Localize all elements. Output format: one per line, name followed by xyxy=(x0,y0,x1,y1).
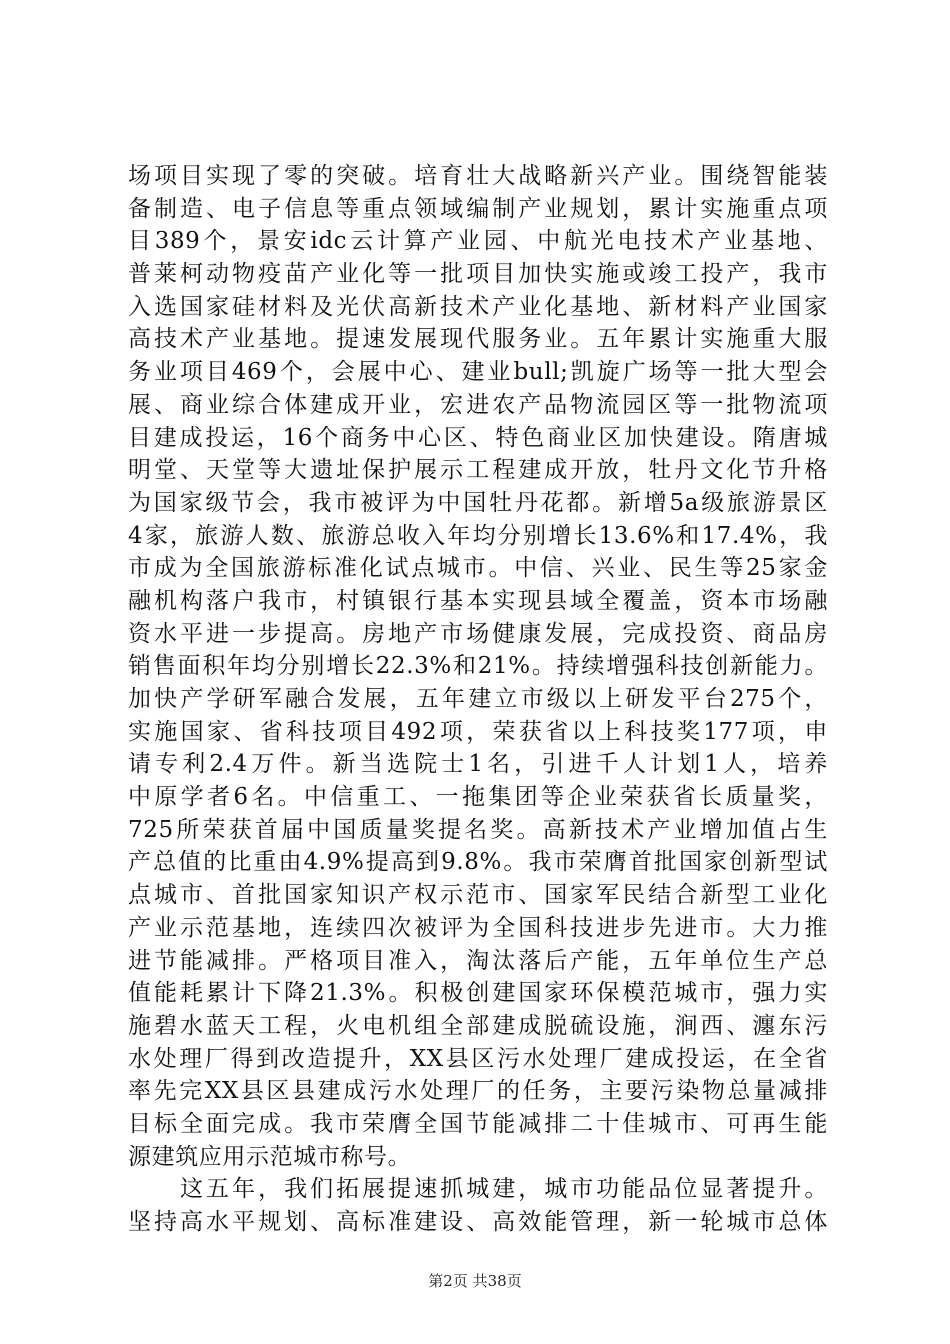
text-line: 产总值的比重由4.9%提高到9.8%。我市荣膺首批国家创新型试 xyxy=(128,849,828,876)
text-line: 务业项目469个，会展中心、建业bull;凯旋广场等一批大型会 xyxy=(128,359,828,386)
text-line: 产业示范基地，连续四次被评为全国科技进步先进市。大力推 xyxy=(128,914,828,941)
text-line: 这五年，我们拓展提速抓城建，城市功能品位显著提升。 xyxy=(128,1176,828,1203)
text-line: 施碧水蓝天工程，火电机组全部建成脱硫设施，涧西、瀍东污 xyxy=(128,1012,828,1039)
text-line: 备制造、电子信息等重点领域编制产业规划，累计实施重点项 xyxy=(128,195,828,222)
page-footer xyxy=(0,1271,950,1291)
text-line: 目标全面完成。我市荣膺全国节能减排二十佳城市、可再生能 xyxy=(128,1110,828,1137)
text-line: 展、商业综合体建成开业，宏进农产品物流园区等一批物流项 xyxy=(128,391,828,418)
text-line: 销售面积年均分别增长22.3%和21%。持续增强科技创新能力。 xyxy=(128,653,828,680)
text-line: 725所荣获首届中国质量奖提名奖。高新技术产业增加值占生 xyxy=(128,816,828,843)
text-line: 源建筑应用示范城市称号。 xyxy=(128,1143,412,1170)
text-line: 点城市、首批国家知识产权示范市、国家军民结合新型工业化 xyxy=(128,882,828,909)
text-line: 市成为全国旅游标准化试点城市。中信、兴业、民生等25家金 xyxy=(128,555,828,582)
page-number: 第2页 共38页 xyxy=(428,1272,522,1290)
text-line: 资水平进一步提高。房地产市场健康发展，完成投资、商品房 xyxy=(128,620,828,647)
text-line: 中原学者6名。中信重工、一拖集团等企业荣获省长质量奖， xyxy=(128,784,828,811)
text-line: 值能耗累计下降21.3%。积极创建国家环保模范城市，强力实 xyxy=(128,980,828,1007)
text-line: 目建成投运，16个商务中心区、特色商业区加快建设。隋唐城 xyxy=(128,424,828,451)
text-line: 明堂、天堂等大遗址保护展示工程建成开放，牡丹文化节升格 xyxy=(128,457,828,484)
text-line: 为国家级节会，我市被评为中国牡丹花都。新增5a级旅游景区 xyxy=(128,489,828,516)
text-line: 加快产学研军融合发展，五年建立市级以上研发平台275个， xyxy=(128,686,828,712)
text-line: 高技术产业基地。提速发展现代服务业。五年累计实施重大服 xyxy=(128,326,828,353)
text-line: 普莱柯动物疫苗产业化等一批项目加快实施或竣工投产，我市 xyxy=(128,261,828,288)
body-text xyxy=(128,160,828,1239)
text-line: 水处理厂得到改造提升，XX县区污水处理厂建成投运，在全省 xyxy=(128,1045,828,1072)
text-line: 坚持高水平规划、高标准建设、高效能管理，新一轮城市总体 xyxy=(128,1209,828,1235)
text-line: 4家，旅游人数、旅游总收入年均分别增长13.6%和17.4%，我 xyxy=(128,522,828,549)
text-line: 实施国家、省科技项目492项，荣获省以上科技奖177项，申 xyxy=(128,718,828,745)
text-line: 场项目实现了零的突破。培育壮大战略新兴产业。围绕智能装 xyxy=(128,163,828,189)
text-line: 目389个，景安idc云计算产业园、中航光电技术产业基地、 xyxy=(128,228,828,255)
text-line: 入选国家硅材料及光伏高新技术产业化基地、新材料产业国家 xyxy=(128,293,828,320)
text-line: 融机构落户我市，村镇银行基本实现县域全覆盖，资本市场融 xyxy=(128,587,828,614)
text-line: 进节能减排。严格项目准入，淘汰落后产能，五年单位生产总 xyxy=(128,947,828,974)
text-line: 率先完XX县区县建成污水处理厂的任务，主要污染物总量减排 xyxy=(128,1078,828,1105)
text-line: 请专利2.4万件。新当选院士1名，引进千人计划1人，培养 xyxy=(128,751,828,778)
